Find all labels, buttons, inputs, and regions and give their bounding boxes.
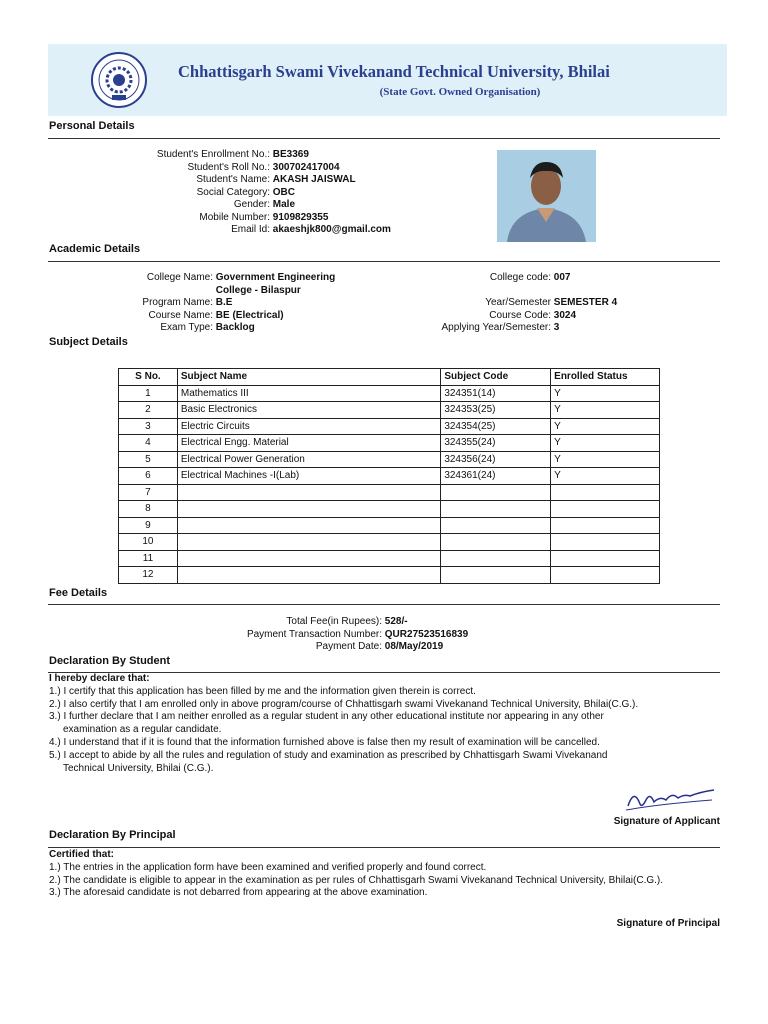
fee-details-title: Fee Details — [49, 587, 108, 599]
year-sem-row: Year/Semester SEMESTER 4 — [485, 297, 618, 308]
academic-right — [400, 272, 617, 335]
student-photo — [497, 150, 596, 242]
table-row: 12 — [119, 567, 660, 584]
table-row: 11 — [119, 550, 660, 567]
university-subtitle: (State Govt. Owned Organisation) — [379, 86, 541, 98]
enrollment-value: BE3369 — [272, 149, 309, 160]
email-value: akaeshjk800@gmail.com — [272, 224, 391, 235]
email-row: Email Id: akaeshjk800@gmail.com — [231, 224, 391, 235]
university-seal-logo — [82, 51, 156, 109]
college-code-value: 007 — [553, 272, 571, 283]
header-banner — [48, 44, 727, 116]
course-code-row: Course Code: 3024 — [489, 309, 577, 321]
table-row: 3 Electric Circuits 324354(25) Y — [119, 418, 660, 435]
year-sem-value: SEMESTER 4 — [553, 297, 618, 308]
fee-fields — [200, 616, 468, 654]
declaration-item: examination as a regular candidate. — [63, 724, 222, 736]
personal-fields — [100, 149, 391, 237]
declaration-item: 1.) I certify that this application has been filled by me and the information given therein is correct. — [49, 685, 476, 697]
divider — [48, 261, 720, 262]
table-row: 5 Electrical Power Generation 324356(24) Y — [119, 451, 660, 468]
course-value: BE (Electrical) — [215, 309, 284, 321]
certification-item: 1.) The entries in the application form have been examined and verified properly and found correct. — [49, 861, 487, 873]
total-fee-row: Total Fee(in Rupees): 528/- — [286, 616, 408, 627]
principal-declaration-text: Certified that: 1.) The entries in the application form have been examined and verified properly and found correct. 2.) The candidate is eligible to appear in the examination as per rules of Chhattisgarh Swami Vivekanand Technical University, Bhilai(C.G.). 3.) The aforesaid candidate is not debarred from appearing at the above examination. — [49, 849, 664, 899]
program-row: Program Name: B.E — [142, 297, 233, 308]
college-code-row: College code: 007 — [489, 272, 571, 283]
divider — [48, 847, 720, 848]
student-declaration-text: I hereby declare that: 1.) I certify that this application has been filled by me and the information given therein is correct. 2.) I also certify that I am enrolled only in above program/course of Chhattisgarh swami Vivekanand Technical University, Bhilai(C.G.). 3.) I further declare that I am neither enrolled as a regular student in any other educational institute nor appearing in any other examination as a regular candidate. 4.) I understand that if it is found that the information furnished above is false then my result of examination will be cancelled. 5.) I accept to abide by all the rules and regulation of study and examination as prescribed by Chhattisgarh Swami Vivekanand Technical University, Bhilai (C.G.). — [49, 673, 639, 774]
roll-value: 300702417004 — [272, 161, 340, 173]
college-name-value-2: College - Bilaspur — [215, 284, 301, 296]
exam-type-row: Exam Type: Backlog — [160, 322, 255, 333]
table-row: 10 — [119, 534, 660, 551]
col-subject-code: Subject Code — [441, 369, 551, 386]
applicant-signature — [620, 778, 720, 816]
divider — [48, 138, 720, 139]
program-value: B.E — [215, 297, 233, 308]
txn-row: Payment Transaction Number: QUR27523516839 — [246, 628, 469, 640]
category-value: OBC — [272, 186, 296, 198]
payment-date-value: 08/May/2019 — [384, 641, 444, 652]
table-row: 7 — [119, 484, 660, 501]
certification-item: 2.) The candidate is eligible to appear in the examination as per rules of Chhattisgarh Swami Vivekanand Technical University, Bhilai(C.G.). — [49, 874, 664, 886]
course-row: Course Name: BE (Electrical) — [148, 309, 284, 321]
table-row: 1 Mathematics III 324351(14) Y — [119, 385, 660, 402]
applicant-signature-label: Signature of Applicant — [613, 816, 720, 827]
divider — [48, 604, 720, 605]
gender-row: Gender: Male — [233, 199, 296, 210]
mobile-value: 9109829355 — [272, 211, 329, 223]
table-row: 4 Electrical Engg. Material 324355(24) Y — [119, 435, 660, 452]
principal-signature-label: Signature of Principal — [616, 918, 720, 929]
name-row: Student's Name: AKASH JAISWAL — [196, 174, 356, 185]
col-sno: S No. — [119, 369, 178, 386]
university-name: Chhattisgarh Swami Vivekanand Technical University, Bhilai — [178, 62, 610, 81]
academic-left — [100, 272, 335, 335]
txn-value: QUR27523516839 — [384, 628, 469, 640]
enrollment-row: Student's Enrollment No.: BE3369 — [156, 149, 309, 160]
gender-value: Male — [272, 199, 296, 210]
personal-details-title: Personal Details — [49, 120, 135, 132]
category-row: Social Category: OBC — [196, 186, 296, 198]
roll-row: Student's Roll No.: 300702417004 — [187, 161, 340, 173]
declaration-item: 3.) I further declare that I am neither enrolled as a regular student in any other educational institute nor appearing in any other — [49, 711, 604, 723]
student-declaration-title: Declaration By Student — [49, 655, 171, 667]
course-code-value: 3024 — [553, 309, 577, 321]
col-enrolled-status: Enrolled Status — [551, 369, 660, 386]
table-row: 2 Basic Electronics 324353(25) Y — [119, 402, 660, 419]
academic-details-title: Academic Details — [49, 243, 141, 255]
table-row: 6 Electrical Machines -I(Lab) 324361(24) Y — [119, 468, 660, 485]
declaration-item: 4.) I understand that if it is found that the information furnished above is false then my result of examination will be cancelled. — [49, 736, 600, 748]
declaration-item: 5.) I accept to abide by all the rules and regulation of study and examination as prescribed by Chhattisgarh Swami Vivekanand — [49, 749, 608, 761]
student-photo-icon — [497, 150, 596, 242]
applying-row: Applying Year/Semester: 3 — [441, 322, 560, 333]
table-header-row — [119, 369, 660, 386]
table-row: 9 — [119, 517, 660, 534]
college-name-row: College Name: Government Engineering — [146, 272, 336, 283]
col-subject-name: Subject Name — [177, 369, 440, 386]
total-fee-value: 528/- — [384, 616, 408, 627]
principal-declaration-title: Declaration By Principal — [49, 829, 176, 841]
exam-type-value: Backlog — [215, 322, 255, 333]
certification-item: 3.) The aforesaid candidate is not debarred from appearing at the above examination. — [49, 887, 428, 899]
subject-details-title: Subject Details — [49, 336, 128, 348]
subject-table — [118, 368, 660, 584]
declaration-item: 2.) I also certify that I am enrolled only in above program/course of Chhattisgarh swami Vivekanand Technical University, Bhilai(C.G.). — [49, 698, 639, 710]
payment-date-row: Payment Date: 08/May/2019 — [315, 641, 444, 652]
name-value: AKASH JAISWAL — [272, 174, 356, 185]
mobile-row: Mobile Number: 9109829355 — [199, 211, 329, 223]
table-row: 8 — [119, 501, 660, 518]
applying-value: 3 — [553, 322, 560, 333]
declaration-item: Technical University, Bhilai (C.G.). — [63, 762, 214, 774]
college-name-row-2 — [100, 285, 335, 298]
college-name-value: Government Engineering — [215, 272, 336, 283]
